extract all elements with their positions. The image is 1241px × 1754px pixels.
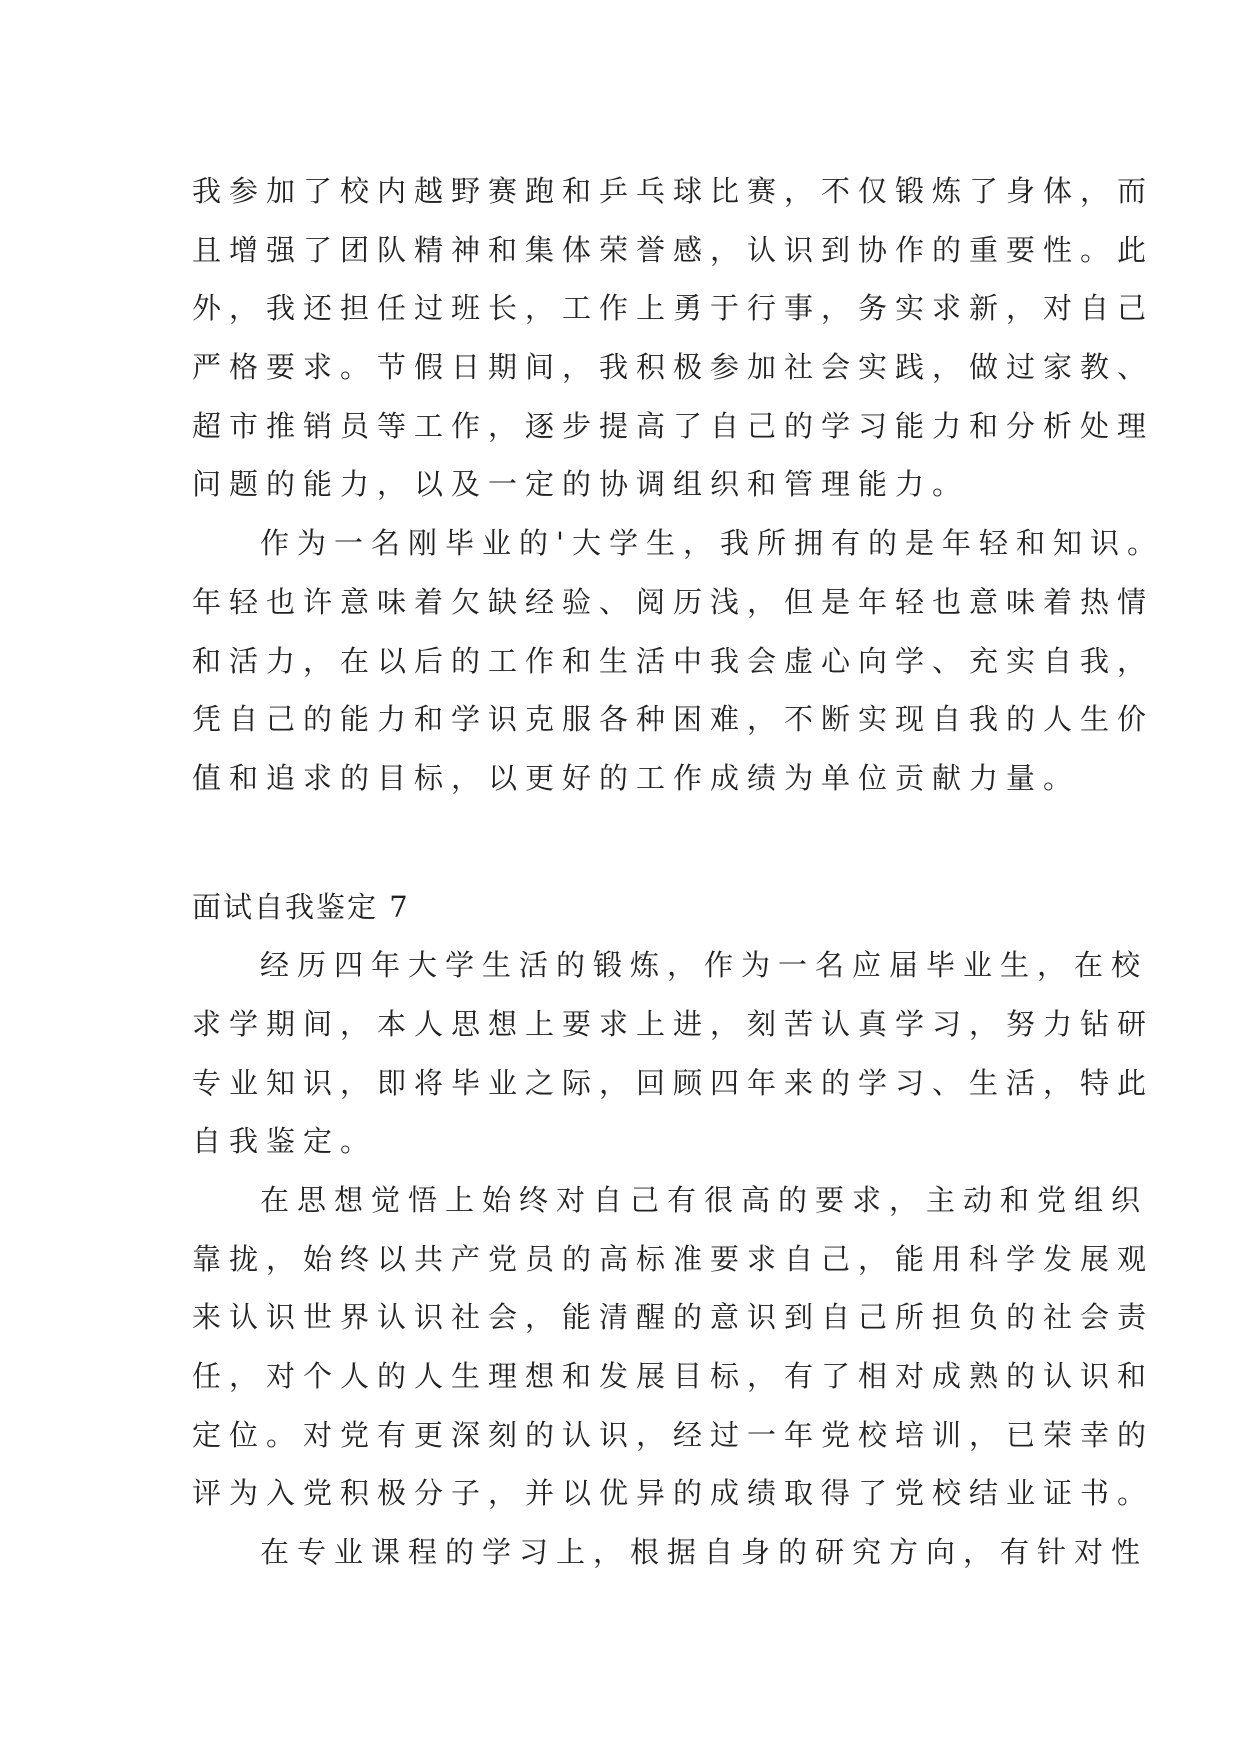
section-spacer	[192, 808, 1072, 878]
text-line: 任，对个人的人生理想和发展目标，有了相对成熟的认识和	[192, 1359, 1155, 1394]
text-line: 年轻也许意味着欠缺经验、阅历浅，但是年轻也意味着热情	[192, 584, 1155, 619]
paragraph-5	[192, 1523, 1149, 1582]
text-line: 外，我还担任过班长，工作上勇于行事，务实求新，对自己	[192, 291, 1155, 326]
text-line: 在专业课程的学习上，根据自身的研究方向，有针对性	[260, 1535, 1149, 1570]
paragraph-4	[192, 1171, 1155, 1523]
text-line: 经历四年大学生活的锻炼，作为一名应届毕业生，在校	[260, 948, 1149, 983]
text-line: 我参加了校内越野赛跑和乒乓球比赛，不仅锻炼了身体，而	[192, 174, 1155, 208]
paragraph-2	[192, 514, 1164, 807]
text-line: 且增强了团队精神和集体荣誉感，认识到协作的重要性。此	[192, 232, 1155, 267]
text-line: 严格要求。节假日期间，我积极参加社会实践，做过家教、	[192, 350, 1155, 385]
text-line: 值和追求的目标，以更好的工作成绩为单位贡献力量。	[192, 760, 1081, 795]
paragraph-3	[192, 936, 1155, 1171]
document-body	[192, 162, 1164, 1582]
text-line: 问题的能力，以及一定的协调组织和管理能力。	[192, 467, 970, 502]
text-line: 来认识世界认识社会，能清醒的意识到自己所担负的社会责	[192, 1300, 1155, 1335]
text-line: 靠拢，始终以共产党员的高标准要求自己，能用科学发展观	[192, 1241, 1155, 1276]
text-line: 专业知识，即将毕业之际，回顾四年来的学习、生活，特此	[192, 1065, 1155, 1100]
text-line: 求学期间，本人思想上要求上进，刻苦认真学习，努力钻研	[192, 1006, 1155, 1041]
text-line: 在思想觉悟上始终对自己有很高的要求，主动和党组织	[260, 1183, 1149, 1217]
text-line: 凭自己的能力和学识克服各种困难，不断实现自我的人生价	[192, 702, 1155, 737]
text-line: 超市推销员等工作，逐步提高了自己的学习能力和分析处理	[192, 408, 1155, 443]
text-line: 定位。对党有更深刻的认识，经过一年党校培训，已荣幸的	[192, 1417, 1155, 1452]
text-line: 自我鉴定。	[192, 1124, 378, 1159]
paragraph-1	[192, 162, 1155, 514]
text-line: 评为入党积极分子，并以优异的成绩取得了党校结业证书。	[192, 1476, 1155, 1511]
text-line: 作为一名刚毕业的'大学生，我所拥有的是年轻和知识。	[260, 526, 1164, 561]
text-line: 和活力，在以后的工作和生活中我会虚心向学、充实自我，	[192, 643, 1155, 678]
section-title: 面试自我鉴定 7	[192, 889, 410, 924]
